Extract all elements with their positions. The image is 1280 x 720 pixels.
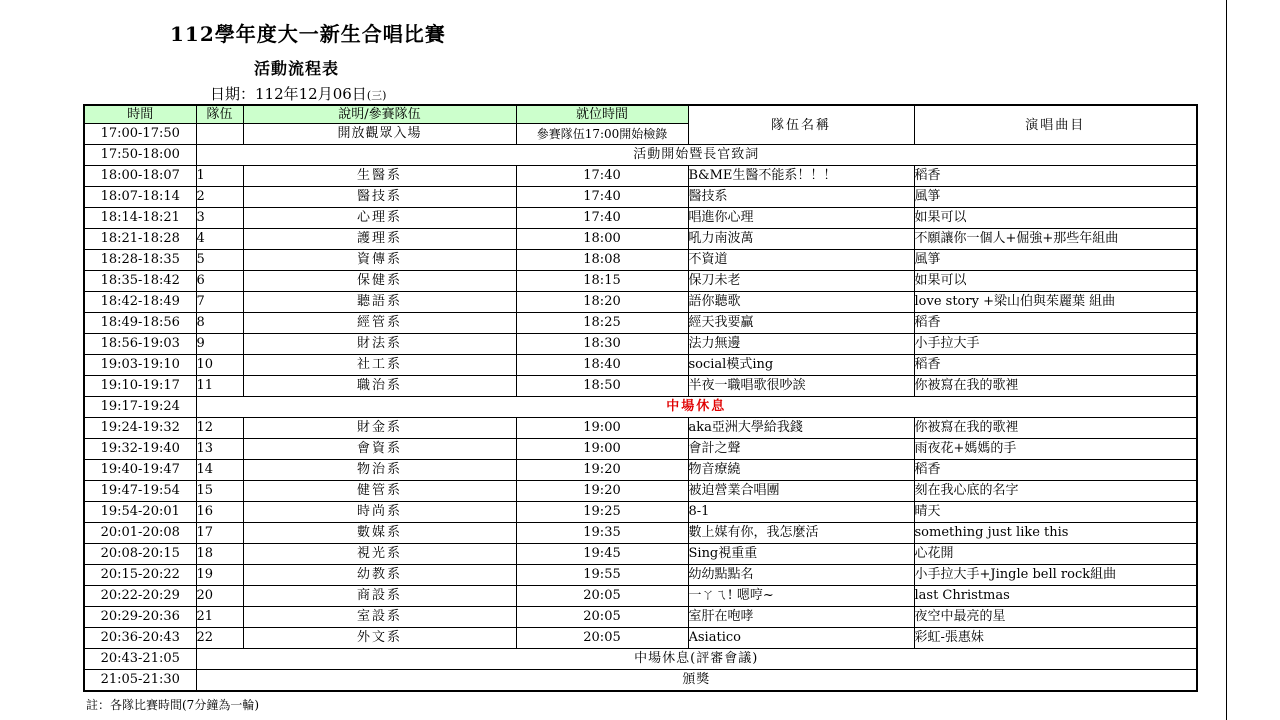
team-number: 14 <box>196 460 243 481</box>
team-song: 風箏 <box>914 187 1197 208</box>
team-song: 風箏 <box>914 250 1197 271</box>
team-department: 商設系 <box>243 586 516 607</box>
team-checkin-time: 18:00 <box>516 229 688 250</box>
team-time: 20:15-20:22 <box>84 565 196 586</box>
team-checkin-time: 18:50 <box>516 376 688 397</box>
team-department: 資傳系 <box>243 250 516 271</box>
team-number: 19 <box>196 565 243 586</box>
col-header-song: 演唱曲目 <box>914 105 1197 145</box>
team-checkin-time: 19:55 <box>516 565 688 586</box>
team-name: 吼力南波萬 <box>688 229 914 250</box>
team-song: 稻香 <box>914 313 1197 334</box>
team-checkin-time: 19:00 <box>516 439 688 460</box>
team-name: 語你聽歌 <box>688 292 914 313</box>
team-name: 經天我要贏 <box>688 313 914 334</box>
team-row <box>84 208 1197 229</box>
team-name: 法力無邊 <box>688 334 914 355</box>
award-row <box>84 670 1197 692</box>
team-department: 護理系 <box>243 229 516 250</box>
team-checkin-time: 18:40 <box>516 355 688 376</box>
team-time: 18:21-18:28 <box>84 229 196 250</box>
team-song: 如果可以 <box>914 208 1197 229</box>
team-checkin-time: 20:05 <box>516 586 688 607</box>
team-song: 雨夜花+媽媽的手 <box>914 439 1197 460</box>
opening-empty-no <box>196 124 243 145</box>
team-row <box>84 628 1197 649</box>
team-row <box>84 460 1197 481</box>
team-row <box>84 271 1197 292</box>
team-row <box>84 166 1197 187</box>
team-name: aka亞洲大學給我錢 <box>688 418 914 439</box>
page-edge-line <box>1226 0 1227 720</box>
team-checkin-time: 20:05 <box>516 607 688 628</box>
team-department: 健管系 <box>243 481 516 502</box>
team-number: 1 <box>196 166 243 187</box>
event-date <box>210 83 386 104</box>
judging-break-row <box>84 649 1197 670</box>
team-song: 你被寫在我的歌裡 <box>914 376 1197 397</box>
team-time: 18:35-18:42 <box>84 271 196 292</box>
team-number: 21 <box>196 607 243 628</box>
team-time: 18:42-18:49 <box>84 292 196 313</box>
team-department: 生醫系 <box>243 166 516 187</box>
team-number: 7 <box>196 292 243 313</box>
team-department: 財金系 <box>243 418 516 439</box>
team-number: 18 <box>196 544 243 565</box>
team-checkin-time: 18:30 <box>516 334 688 355</box>
col-header-time: 時間 <box>84 105 196 124</box>
team-row <box>84 229 1197 250</box>
opening-time: 17:00-17:50 <box>84 124 196 145</box>
break-text: 中場休息 <box>196 397 1197 418</box>
team-row <box>84 607 1197 628</box>
team-checkin-time: 17:40 <box>516 166 688 187</box>
team-row <box>84 439 1197 460</box>
team-time: 19:40-19:47 <box>84 460 196 481</box>
col-header-checkin: 就位時間 <box>516 105 688 124</box>
team-song: love story +梁山伯與茱麗葉 組曲 <box>914 292 1197 313</box>
team-checkin-time: 19:00 <box>516 418 688 439</box>
team-song: 彩虹-張惠妹 <box>914 628 1197 649</box>
team-name: 一ㄚㄟ! 嗯哼~ <box>688 586 914 607</box>
team-song: 你被寫在我的歌裡 <box>914 418 1197 439</box>
team-department: 數媒系 <box>243 523 516 544</box>
team-row <box>84 334 1197 355</box>
team-song: 不願讓你一個人+倔強+那些年組曲 <box>914 229 1197 250</box>
team-song: 小手拉大手 <box>914 334 1197 355</box>
team-number: 4 <box>196 229 243 250</box>
team-name: 數上媒有你，我怎麼活 <box>688 523 914 544</box>
team-number: 13 <box>196 439 243 460</box>
team-department: 室設系 <box>243 607 516 628</box>
team-checkin-time: 18:08 <box>516 250 688 271</box>
team-number: 2 <box>196 187 243 208</box>
team-checkin-time: 19:45 <box>516 544 688 565</box>
team-checkin-time: 17:40 <box>516 208 688 229</box>
team-name: B&ME生醫不能系！！！ <box>688 166 914 187</box>
team-checkin-time: 18:20 <box>516 292 688 313</box>
team-name: 唱進你心理 <box>688 208 914 229</box>
team-department: 幼教系 <box>243 565 516 586</box>
team-checkin-time: 18:15 <box>516 271 688 292</box>
team-checkin-time: 18:25 <box>516 313 688 334</box>
team-song: 晴天 <box>914 502 1197 523</box>
team-department: 保健系 <box>243 271 516 292</box>
judging-break-text: 中場休息(評審會議) <box>196 649 1197 670</box>
team-time: 20:08-20:15 <box>84 544 196 565</box>
team-row <box>84 355 1197 376</box>
team-song: 稻香 <box>914 166 1197 187</box>
team-number: 5 <box>196 250 243 271</box>
team-number: 3 <box>196 208 243 229</box>
team-time: 18:28-18:35 <box>84 250 196 271</box>
team-time: 20:01-20:08 <box>84 523 196 544</box>
team-time: 18:00-18:07 <box>84 166 196 187</box>
team-number: 17 <box>196 523 243 544</box>
schedule-body <box>84 105 1197 691</box>
team-number: 9 <box>196 334 243 355</box>
team-time: 19:32-19:40 <box>84 439 196 460</box>
break-time: 19:17-19:24 <box>84 397 196 418</box>
team-row <box>84 418 1197 439</box>
team-name: 幼幼點點名 <box>688 565 914 586</box>
team-time: 18:56-19:03 <box>84 334 196 355</box>
team-time: 20:22-20:29 <box>84 586 196 607</box>
team-number: 8 <box>196 313 243 334</box>
team-department: 財法系 <box>243 334 516 355</box>
team-row <box>84 376 1197 397</box>
team-row <box>84 565 1197 586</box>
award-text: 頒獎 <box>196 670 1197 692</box>
team-department: 經管系 <box>243 313 516 334</box>
col-header-team-no: 隊伍 <box>196 105 243 124</box>
team-time: 20:29-20:36 <box>84 607 196 628</box>
team-song: 如果可以 <box>914 271 1197 292</box>
team-number: 16 <box>196 502 243 523</box>
team-song: 稻香 <box>914 355 1197 376</box>
event-date-weekday: (三) <box>366 89 387 102</box>
team-name: 8-1 <box>688 502 914 523</box>
speech-text: 活動開始暨長官致詞 <box>196 145 1197 166</box>
team-department: 時尚系 <box>243 502 516 523</box>
team-name: 被迫營業合唱團 <box>688 481 914 502</box>
schedule-table <box>83 104 1198 692</box>
team-name: 室肝在咆哮 <box>688 607 914 628</box>
speech-row <box>84 145 1197 166</box>
team-department: 會資系 <box>243 439 516 460</box>
team-department: 社工系 <box>243 355 516 376</box>
team-song: 稻香 <box>914 460 1197 481</box>
team-department: 醫技系 <box>243 187 516 208</box>
team-number: 20 <box>196 586 243 607</box>
team-number: 22 <box>196 628 243 649</box>
team-time: 19:24-19:32 <box>84 418 196 439</box>
team-department: 職治系 <box>243 376 516 397</box>
team-number: 11 <box>196 376 243 397</box>
document-subtitle: 活動流程表 <box>254 59 340 78</box>
footnote: 註：各隊比賽時間(7分鐘為一輪) <box>86 698 259 712</box>
team-song: last Christmas <box>914 586 1197 607</box>
header-row <box>84 105 1197 124</box>
speech-time: 17:50-18:00 <box>84 145 196 166</box>
team-row <box>84 250 1197 271</box>
team-name: 物音療繞 <box>688 460 914 481</box>
team-name: 會計之聲 <box>688 439 914 460</box>
team-time: 19:47-19:54 <box>84 481 196 502</box>
team-checkin-time: 19:35 <box>516 523 688 544</box>
team-name: 不資道 <box>688 250 914 271</box>
award-time: 21:05-21:30 <box>84 670 196 692</box>
team-time: 18:14-18:21 <box>84 208 196 229</box>
team-checkin-time: 17:40 <box>516 187 688 208</box>
team-row <box>84 187 1197 208</box>
team-song: 夜空中最亮的星 <box>914 607 1197 628</box>
judging-break-time: 20:43-21:05 <box>84 649 196 670</box>
team-checkin-time: 20:05 <box>516 628 688 649</box>
team-name: 半夜一職唱歌很吵誒 <box>688 376 914 397</box>
team-name: 保刀未老 <box>688 271 914 292</box>
team-time: 19:54-20:01 <box>84 502 196 523</box>
team-time: 19:03-19:10 <box>84 355 196 376</box>
team-name: Asiatico <box>688 628 914 649</box>
team-row <box>84 523 1197 544</box>
opening-description: 開放觀眾入場 <box>243 124 516 145</box>
team-row <box>84 544 1197 565</box>
team-department: 心理系 <box>243 208 516 229</box>
team-department: 外文系 <box>243 628 516 649</box>
team-row <box>84 481 1197 502</box>
col-header-description: 說明/參賽隊伍 <box>243 105 516 124</box>
team-name: 醫技系 <box>688 187 914 208</box>
team-row <box>84 502 1197 523</box>
team-number: 15 <box>196 481 243 502</box>
team-department: 聽語系 <box>243 292 516 313</box>
team-song: something just like this <box>914 523 1197 544</box>
team-song: 刻在我心底的名字 <box>914 481 1197 502</box>
team-time: 18:49-18:56 <box>84 313 196 334</box>
team-name: Sing視重重 <box>688 544 914 565</box>
team-song: 心花開 <box>914 544 1197 565</box>
team-department: 物治系 <box>243 460 516 481</box>
team-time: 20:36-20:43 <box>84 628 196 649</box>
team-checkin-time: 19:25 <box>516 502 688 523</box>
team-row <box>84 313 1197 334</box>
team-time: 19:10-19:17 <box>84 376 196 397</box>
team-song: 小手拉大手+Jingle bell rock組曲 <box>914 565 1197 586</box>
break-row <box>84 397 1197 418</box>
event-date-text: 日期：112年12月06日 <box>210 85 367 103</box>
team-number: 10 <box>196 355 243 376</box>
team-time: 18:07-18:14 <box>84 187 196 208</box>
team-name: social模式ing <box>688 355 914 376</box>
team-number: 6 <box>196 271 243 292</box>
team-row <box>84 292 1197 313</box>
team-department: 視光系 <box>243 544 516 565</box>
col-header-team-name: 隊伍名稱 <box>688 105 914 145</box>
opening-checkin: 參賽隊伍17:00開始檢錄 <box>516 124 688 145</box>
team-number: 12 <box>196 418 243 439</box>
team-checkin-time: 19:20 <box>516 460 688 481</box>
team-checkin-time: 19:20 <box>516 481 688 502</box>
document-title: 112學年度大一新生合唱比賽 <box>170 22 446 46</box>
team-row <box>84 586 1197 607</box>
